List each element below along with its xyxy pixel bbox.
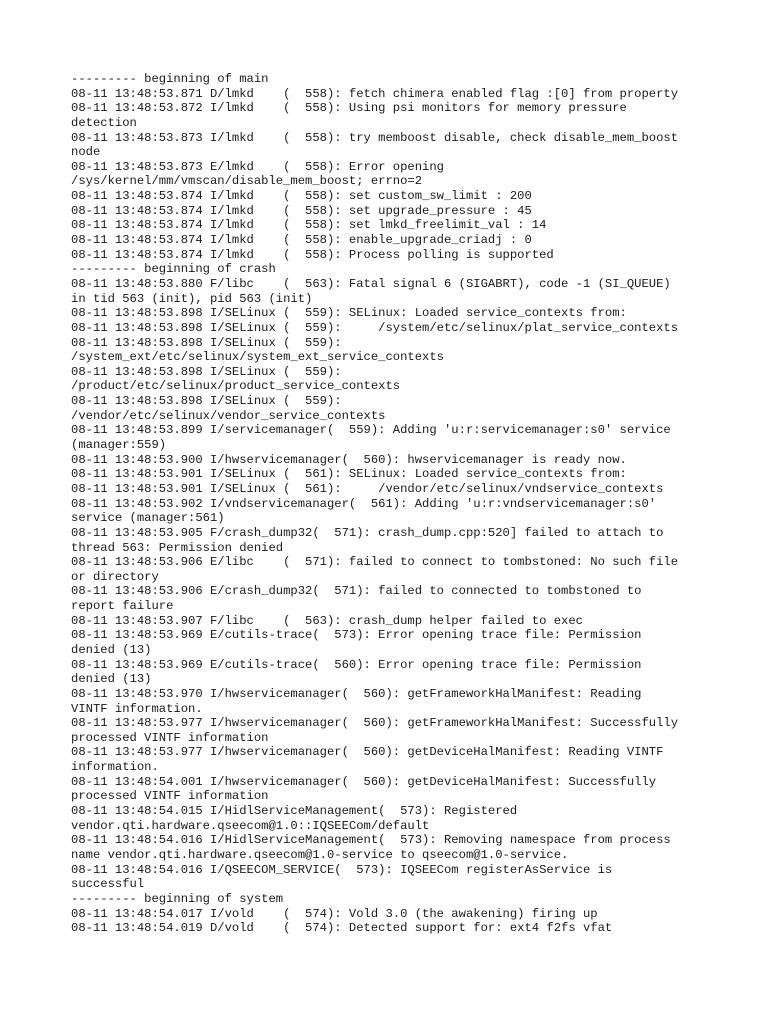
log-line: 08-11 13:48:53.898 I/SELinux ( 559): bbox=[71, 364, 342, 379]
log-line: 08-11 13:48:53.898 I/SELinux ( 559): /system/etc/selinux/plat_service_contexts bbox=[71, 320, 679, 335]
log-line: --------- beginning of system bbox=[71, 891, 284, 906]
log-line: 08-11 13:48:53.873 E/lmkd ( 558): Error opening bbox=[71, 159, 444, 174]
log-line: 08-11 13:48:54.001 I/hwservicemanager( 560): getDeviceHalManifest: Successfully bbox=[71, 774, 657, 789]
log-line: denied (13) bbox=[71, 642, 152, 657]
log-line: or directory bbox=[71, 569, 159, 584]
log-line: 08-11 13:48:53.977 I/hwservicemanager( 560): getDeviceHalManifest: Reading VINTF bbox=[71, 745, 664, 760]
log-line: /sys/kernel/mm/vmscan/disable_mem_boost; errno=2 bbox=[71, 174, 423, 189]
log-line: denied (13) bbox=[71, 672, 152, 687]
log-line: 08-11 13:48:53.900 I/hwservicemanager( 560): hwservicemanager is ready now. bbox=[71, 452, 627, 467]
log-line: 08-11 13:48:54.016 I/HidlServiceManagement( 573): Removing namespace from process bbox=[71, 833, 671, 848]
log-line: 08-11 13:48:53.872 I/lmkd ( 558): Using psi monitors for memory pressure bbox=[71, 101, 627, 116]
log-line: 08-11 13:48:53.898 I/SELinux ( 559): bbox=[71, 335, 342, 350]
log-line: 08-11 13:48:53.898 I/SELinux ( 559): bbox=[71, 394, 342, 409]
log-line: 08-11 13:48:53.969 E/cutils-trace( 573): Error opening trace file: Permission bbox=[71, 628, 642, 643]
log-line: 08-11 13:48:53.874 I/lmkd ( 558): set upgrade_pressure : 45 bbox=[71, 203, 532, 218]
log-line: 08-11 13:48:53.970 I/hwservicemanager( 560): getFrameworkHalManifest: Reading bbox=[71, 686, 642, 701]
log-line: (manager:559) bbox=[71, 438, 167, 453]
log-line: service (manager:561) bbox=[71, 511, 225, 526]
log-line: report failure bbox=[71, 599, 174, 614]
log-line: 08-11 13:48:53.901 I/SELinux ( 561): SELinux: Loaded service_contexts from: bbox=[71, 467, 627, 482]
log-line: 08-11 13:48:54.017 I/vold ( 574): Vold 3.0 (the awakening) firing up bbox=[71, 906, 598, 921]
log-line: 08-11 13:48:53.873 I/lmkd ( 558): try memboost disable, check disable_mem_boost bbox=[71, 130, 679, 145]
log-line: 08-11 13:48:54.019 D/vold ( 574): Detected support for: ext4 f2fs vfat bbox=[71, 921, 613, 936]
log-line: 08-11 13:48:53.902 I/vndservicemanager( 561): Adding 'u:r:vndservicemanager:s0' bbox=[71, 496, 657, 511]
log-line: information. bbox=[71, 760, 159, 775]
log-line: 08-11 13:48:53.874 I/lmkd ( 558): set lmkd_freelimit_val : 14 bbox=[71, 218, 547, 233]
log-line: 08-11 13:48:53.874 I/lmkd ( 558): set custom_sw_limit : 200 bbox=[71, 189, 532, 204]
log-line: /system_ext/etc/selinux/system_ext_service_contexts bbox=[71, 350, 444, 365]
log-line: 08-11 13:48:53.907 F/libc ( 563): crash_dump helper failed to exec bbox=[71, 613, 583, 628]
log-line: 08-11 13:48:53.977 I/hwservicemanager( 560): getFrameworkHalManifest: Successfully bbox=[71, 716, 679, 731]
log-line: processed VINTF information bbox=[71, 730, 269, 745]
log-line: 08-11 13:48:53.899 I/servicemanager( 559): Adding 'u:r:servicemanager:s0' service bbox=[71, 423, 671, 438]
log-line: /vendor/etc/selinux/vendor_service_contexts bbox=[71, 408, 386, 423]
log-line: 08-11 13:48:54.015 I/HidlServiceManagement( 573): Registered bbox=[71, 804, 518, 819]
log-line: vendor.qti.hardware.qseecom@1.0::IQSEECom/default bbox=[71, 818, 430, 833]
log-line: 08-11 13:48:53.871 D/lmkd ( 558): fetch chimera enabled flag :[0] from property bbox=[71, 86, 679, 101]
log-line: VINTF information. bbox=[71, 701, 203, 716]
log-line: name vendor.qti.hardware.qseecom@1.0-service to qseecom@1.0-service. bbox=[71, 847, 569, 862]
log-line: thread 563: Permission denied bbox=[71, 540, 284, 555]
log-line: 08-11 13:48:53.901 I/SELinux ( 561): /vendor/etc/selinux/vndservice_contexts bbox=[71, 481, 664, 496]
log-document bbox=[71, 72, 711, 936]
log-line: 08-11 13:48:53.898 I/SELinux ( 559): SELinux: Loaded service_contexts from: bbox=[71, 306, 627, 321]
log-line: 08-11 13:48:53.905 F/crash_dump32( 571): crash_dump.cpp:520] failed to attach to bbox=[71, 525, 664, 540]
log-line: /product/etc/selinux/product_service_contexts bbox=[71, 379, 401, 394]
log-line: --------- beginning of main bbox=[71, 72, 269, 86]
log-line: 08-11 13:48:54.016 I/QSEECOM_SERVICE( 573): IQSEECom registerAsService is bbox=[71, 862, 613, 877]
log-line: detection bbox=[71, 115, 137, 130]
log-line: 08-11 13:48:53.874 I/lmkd ( 558): enable_upgrade_criadj : 0 bbox=[71, 233, 532, 248]
log-line: successful bbox=[71, 877, 145, 892]
log-line: in tid 563 (init), pid 563 (init) bbox=[71, 291, 313, 306]
log-line: 08-11 13:48:53.906 E/crash_dump32( 571): failed to connected to tombstoned to bbox=[71, 584, 642, 599]
log-line: processed VINTF information bbox=[71, 789, 269, 804]
log-line: --------- beginning of crash bbox=[71, 262, 276, 277]
log-line: node bbox=[71, 145, 101, 160]
log-line: 08-11 13:48:53.874 I/lmkd ( 558): Process polling is supported bbox=[71, 247, 554, 262]
log-line: 08-11 13:48:53.880 F/libc ( 563): Fatal signal 6 (SIGABRT), code -1 (SI_QUEUE) bbox=[71, 276, 671, 291]
log-line: 08-11 13:48:53.906 E/libc ( 571): failed to connect to tombstoned: No such file bbox=[71, 555, 679, 570]
log-line: 08-11 13:48:53.969 E/cutils-trace( 560): Error opening trace file: Permission bbox=[71, 657, 642, 672]
